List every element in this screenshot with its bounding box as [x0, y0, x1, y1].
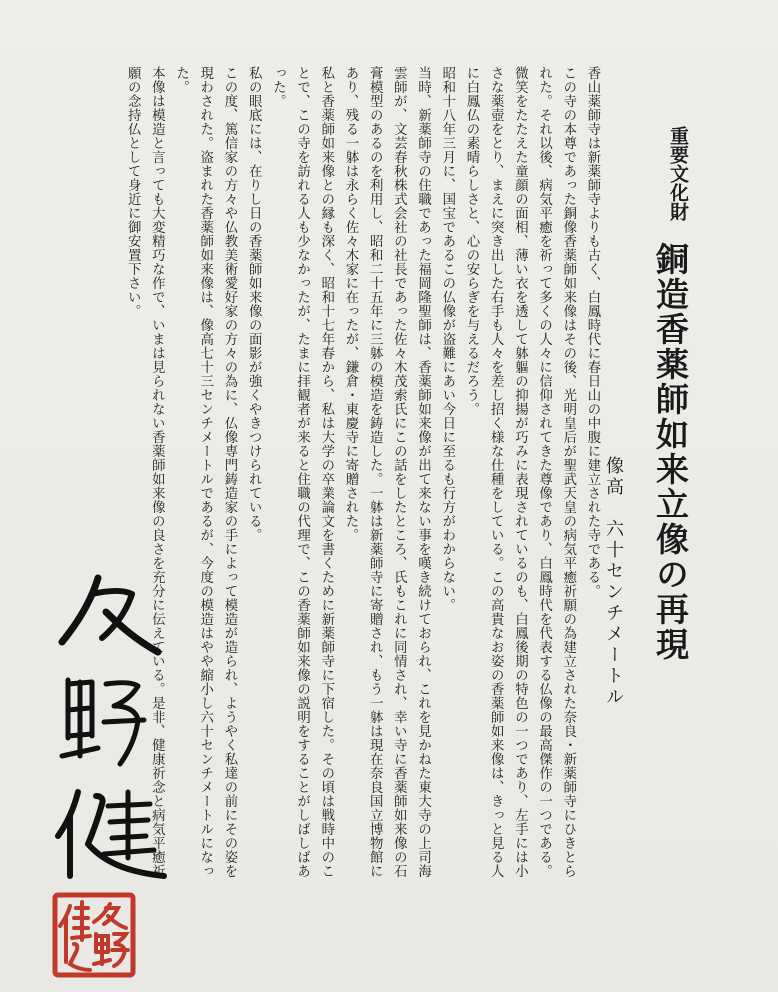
body-paragraph-2: 昭和十八年三月に、国宝であるこの仏像が盗難にあい今日に至るも行方がわからない。 当時、新薬師寺の住職であった福岡隆聖師は、香薬師如来像が出て来ない事を嘆き続けておられ、これを見かねた東大寺の上司海雲師が、文芸春秋株式会社の社長であった佐々木茂索氏にこの話をしたところ、氏もこれに同情され、幸い寺に香薬師如来像の石膏模型のあるのを利用し、昭和二十五年に三躰の模造を鋳造した。一躰は新薬師寺に寄贈され、もう一躰は現在奈良国立博物館にあり、残る一躰は永らく佐々木家に在ったが、鎌倉・東慶寺に寄贈された。: [342, 66, 455, 878]
body-paragraph-4: この度、篤信家の方々や仏教美術愛好家の方々の為に、仏像専門鋳造家の手によって模造が造られ、ようやく私達の前にその姿を現わされた。盗まれた香薬師如来像は、像高七十三センチメートルであるが、今度の模造はやや縮小し六十センチメートルになった。 本像は模造と言っても大変精巧な作で、いまは見られない香薬師如来像の良さを充分に伝えている。是非、健康祈念と病気平癒祈願の念持仏として身近に御安置下さい。: [125, 66, 237, 878]
red-seal-stamp: [52, 892, 136, 978]
body-text: [120, 66, 604, 886]
body-paragraph-1: 香山薬師寺は新薬師寺よりも古く、白鳳時代に春日山の中腹に建立された寺である。 この寺の本尊であった銅像香薬師如来像はその後、光明皇后が聖武天皇の病気平癒祈願の為建立された奈良・新薬師寺にひきとられた。それ以後、病気平癒を祈って多くの人々に信仰されてきた尊像であり、白鳳時代を代表する仏像の最高傑作の一つである。 微笑をたたえた童顔の面相、薄い衣を透して躰軀の抑揚が巧みに表現されているのも、白鳳後期の特色の一つであり、左手には小さな薬壺をとり、まえに突き出した右手も人々を差し招く様な仕種をしている。この高貴なお姿の香薬師如来像は、きっと見る人に白鳳仏の素晴らしさと、心の安らぎを与えるだろう。: [463, 66, 600, 878]
body-paragraph-3: 私と香薬師如来像との縁も深く、昭和十七年春から、私は大学の卒業論文を書くために新薬師寺に下宿した。その頃は戦時中のことで、この寺を訪れる人も少なかったが、たまに拝観者が来ると住職の代理で、この香薬師如来像の説明をすることがしばしばあった。 私の眼底には、在りし日の香薬師如来像の面影が強くやきつけられている。: [246, 66, 334, 878]
page-subtitle: 像高 六十センチメートル: [603, 456, 624, 708]
designation-label: 重要文化財: [667, 126, 689, 221]
page-title: 銅造香薬師如来立像の再現: [651, 242, 690, 662]
handwritten-signature: [40, 560, 190, 890]
